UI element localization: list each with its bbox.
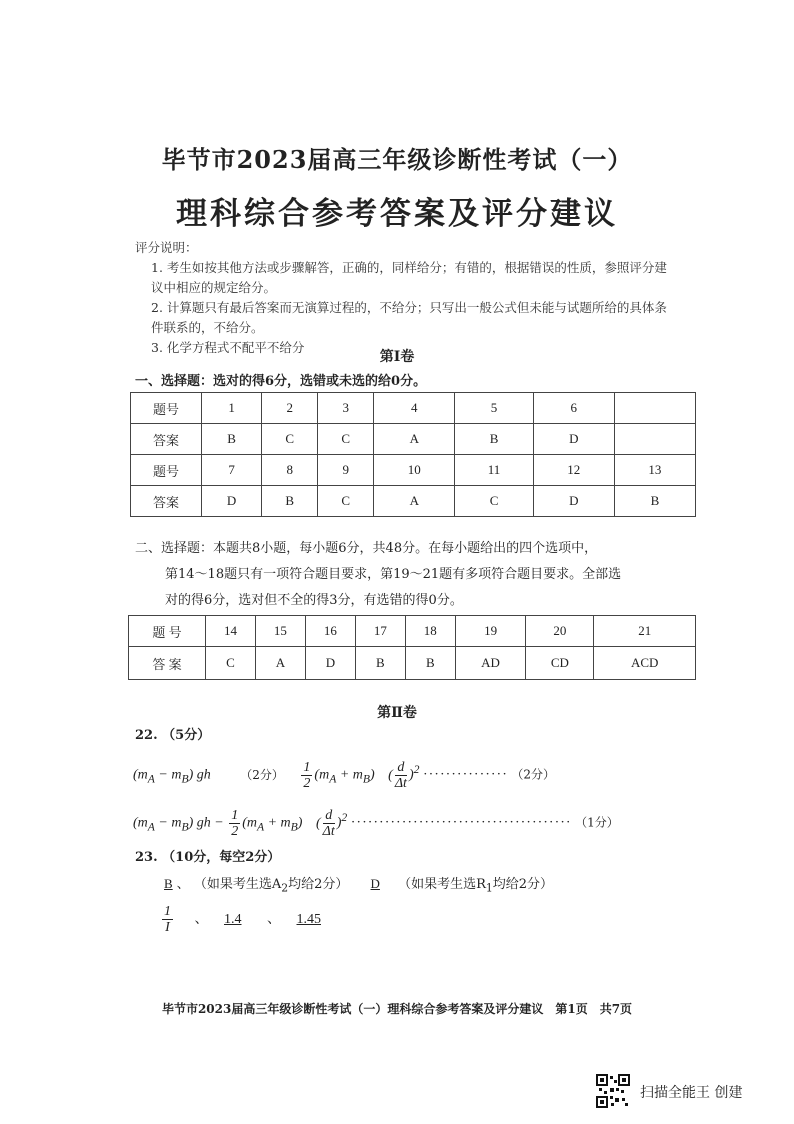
separator: 、 [194, 912, 209, 927]
table-cell: 5 [455, 393, 533, 424]
table-cell: D [202, 486, 262, 517]
table-cell: 4 [374, 393, 455, 424]
math-subscript: A [256, 820, 265, 834]
grading-note-2: 2. 计算题只有最后答案而无演算过程的，不给分；只写出一般公式但未能与试题所给的具体条件联系的，不给分。 [151, 300, 667, 335]
table-cell: B [405, 647, 455, 680]
math-subscript: A [147, 820, 155, 834]
table-cell: 11 [455, 455, 533, 486]
table-cell: C [455, 486, 533, 517]
grading-notes [135, 238, 675, 358]
section-2-heading-line: 第14～18题只有一项符合题目要求，第19～21题有多项符合题目要求。全部选 [165, 567, 622, 582]
table-cell: 2 [262, 393, 318, 424]
table-cell: 20 [526, 616, 594, 647]
table-cell: C [262, 424, 318, 455]
dot-leader: ······································· [350, 815, 572, 831]
table-row [131, 486, 696, 517]
math-subscript: B [181, 772, 189, 786]
q22-answer-line-2: $(m_A - m_B)$ gh − $\frac{1}{2}$ $(m_A + m_B)$ ( $\frac{d}{\Delta t}$ )$^2$ ······································· （1分） [133, 807, 619, 839]
grading-note-3: 3. 化学方程式不配平不给分 [151, 340, 305, 355]
q22-answer-line-1: $(m_A - m_B)$ gh （2分） $\frac{1}{2}$ $(m_A + m_B)$ ( $\frac{d}{\Delta t}$ )$^2$ ··············· （2分） [133, 759, 556, 791]
table-cell: D [305, 647, 355, 680]
points-label: （1分） [575, 815, 619, 830]
table-cell: B [455, 424, 533, 455]
fraction-numerator: d [395, 760, 407, 776]
scanner-watermark: 扫描全能王 创建 [640, 1085, 743, 1101]
table-cell: D [533, 424, 614, 455]
table-cell: 1 [202, 393, 262, 424]
math-superscript: 2 [413, 763, 420, 776]
table-cell: A [255, 647, 305, 680]
table-row [131, 455, 696, 486]
table-cell: 3 [318, 393, 374, 424]
math-text: (m [133, 815, 148, 831]
table-row [131, 424, 696, 455]
table-cell: 15 [255, 616, 305, 647]
table-cell: AD [455, 647, 526, 680]
fraction-numerator: 1 [231, 807, 239, 823]
table-cell: 18 [405, 616, 455, 647]
answer-blank: B [164, 876, 173, 891]
fraction-denominator: Δt [322, 823, 335, 839]
table-cell [614, 424, 695, 455]
math-text: + m [264, 815, 291, 831]
table-cell: 12 [533, 455, 614, 486]
exam-title: 毕节市2023届高三年级诊断性考试（一） [161, 145, 633, 174]
table-cell: 13 [614, 455, 695, 486]
math-superscript: 2 [341, 811, 348, 824]
table-cell: C [318, 486, 374, 517]
fraction-denominator: 2 [231, 823, 239, 839]
qr-code-icon [596, 1074, 630, 1108]
math-subscript: A [329, 772, 337, 786]
table-cell: B [614, 486, 695, 517]
table-cell: B [355, 647, 405, 680]
fraction-numerator: 1 [164, 904, 171, 920]
q23-heading: 23. （10分，每空2分） [135, 850, 281, 865]
q22-heading: 22. （5分） [135, 728, 211, 743]
fraction-denominator: 2 [303, 775, 311, 791]
table-cell: 19 [455, 616, 526, 647]
separator: 、 [176, 877, 190, 892]
grading-note-1: 1. 考生如按其他方法或步骤解答，正确的，同样给分；有错的，根据错误的性质，参照评分建议中相应的规定给分。 [151, 260, 667, 295]
q23-answer-line-1 [160, 872, 553, 901]
table-cell: ACD [594, 647, 696, 680]
section-2-heading-line: 对的得6分，选对但不全的得3分，有选错的得0分。 [165, 593, 463, 608]
math-text: (m [133, 767, 148, 783]
table-cell: C [206, 647, 256, 680]
row-label-question: 题 号 [129, 616, 206, 647]
table-cell: 7 [202, 455, 262, 486]
math-text: ) gh [188, 767, 211, 783]
table-row [129, 647, 696, 680]
points-label: （2分） [511, 767, 556, 782]
row-label-question: 题号 [131, 393, 202, 424]
table-cell: B [262, 486, 318, 517]
table-row [129, 616, 696, 647]
table-cell: C [318, 424, 374, 455]
math-subscript: B [290, 820, 298, 834]
section-1-answer-table [130, 392, 696, 517]
section-2-heading-line: 二、选择题：本题共8小题，每小题6分，共48分。在每小题给出的四个选项中， [135, 541, 598, 556]
table-cell: 8 [262, 455, 318, 486]
table-cell: 16 [305, 616, 355, 647]
table-cell: D [533, 486, 614, 517]
scoring-note: （如果考生选R [398, 877, 486, 892]
fraction [323, 808, 335, 839]
answer-blank: D [370, 876, 380, 891]
note-subscript: 1 [485, 881, 493, 895]
table-row [131, 393, 696, 424]
dot-leader: ··············· [422, 767, 508, 783]
math-text: ) [370, 767, 375, 783]
row-label-question: 题号 [131, 455, 202, 486]
answer-blank: 1.45 [296, 912, 321, 927]
section-2-heading [135, 536, 621, 614]
page-footer: 毕节市2023届高三年级诊断性考试（一）理科综合参考答案及评分建议 第1页 共7页 [161, 1002, 633, 1016]
table-cell: 17 [355, 616, 405, 647]
fraction-numerator: d [323, 808, 335, 824]
section-2-answer-table [128, 615, 696, 680]
table-cell: A [374, 486, 455, 517]
math-text: ) gh − [188, 815, 224, 831]
row-label-answer: 答案 [131, 424, 202, 455]
table-cell: 9 [318, 455, 374, 486]
math-text: + m [336, 767, 363, 783]
row-label-answer: 答案 [131, 486, 202, 517]
table-cell: 6 [533, 393, 614, 424]
fraction-denominator: Δt [394, 775, 407, 791]
math-text: (m [314, 767, 330, 783]
separator: 、 [267, 912, 281, 927]
math-text: ) [297, 815, 303, 831]
math-subscript: B [362, 772, 370, 786]
fraction [301, 760, 312, 791]
math-subscript: A [147, 772, 155, 786]
fraction-numerator: 1 [303, 759, 311, 775]
scoring-note: （如果考生选A [193, 877, 282, 892]
fraction [395, 760, 407, 791]
fraction [162, 904, 173, 935]
volume-1-heading: 第Ⅰ卷 [379, 349, 415, 365]
fraction [229, 808, 240, 839]
document-subtitle: 理科综合参考答案及评分建议 [176, 196, 618, 232]
grading-notes-heading: 评分说明： [135, 240, 198, 255]
table-cell: A [374, 424, 455, 455]
table-cell: B [202, 424, 262, 455]
volume-2-heading: 第Ⅱ卷 [377, 705, 417, 721]
table-cell [614, 393, 695, 424]
math-text: − m [154, 767, 182, 783]
table-cell: 10 [374, 455, 455, 486]
section-1-heading: 一、选择题：选对的得6分，选错或未选的给0分。 [135, 374, 427, 389]
q23-answer-line-2 [160, 902, 325, 938]
table-cell: CD [526, 647, 594, 680]
table-cell: 14 [206, 616, 256, 647]
points-label: （2分） [240, 767, 284, 782]
scoring-note: 均给2分） [492, 877, 554, 892]
fraction-denominator: I [165, 920, 170, 936]
math-subscript: B [181, 820, 189, 834]
math-text: (m [242, 815, 257, 831]
math-text: − m [154, 815, 182, 831]
scoring-note: 均给2分） [288, 877, 349, 892]
row-label-answer: 答 案 [129, 647, 206, 680]
table-cell: 21 [594, 616, 696, 647]
note-subscript: 2 [281, 881, 289, 895]
answer-blank: 1.4 [224, 912, 242, 927]
